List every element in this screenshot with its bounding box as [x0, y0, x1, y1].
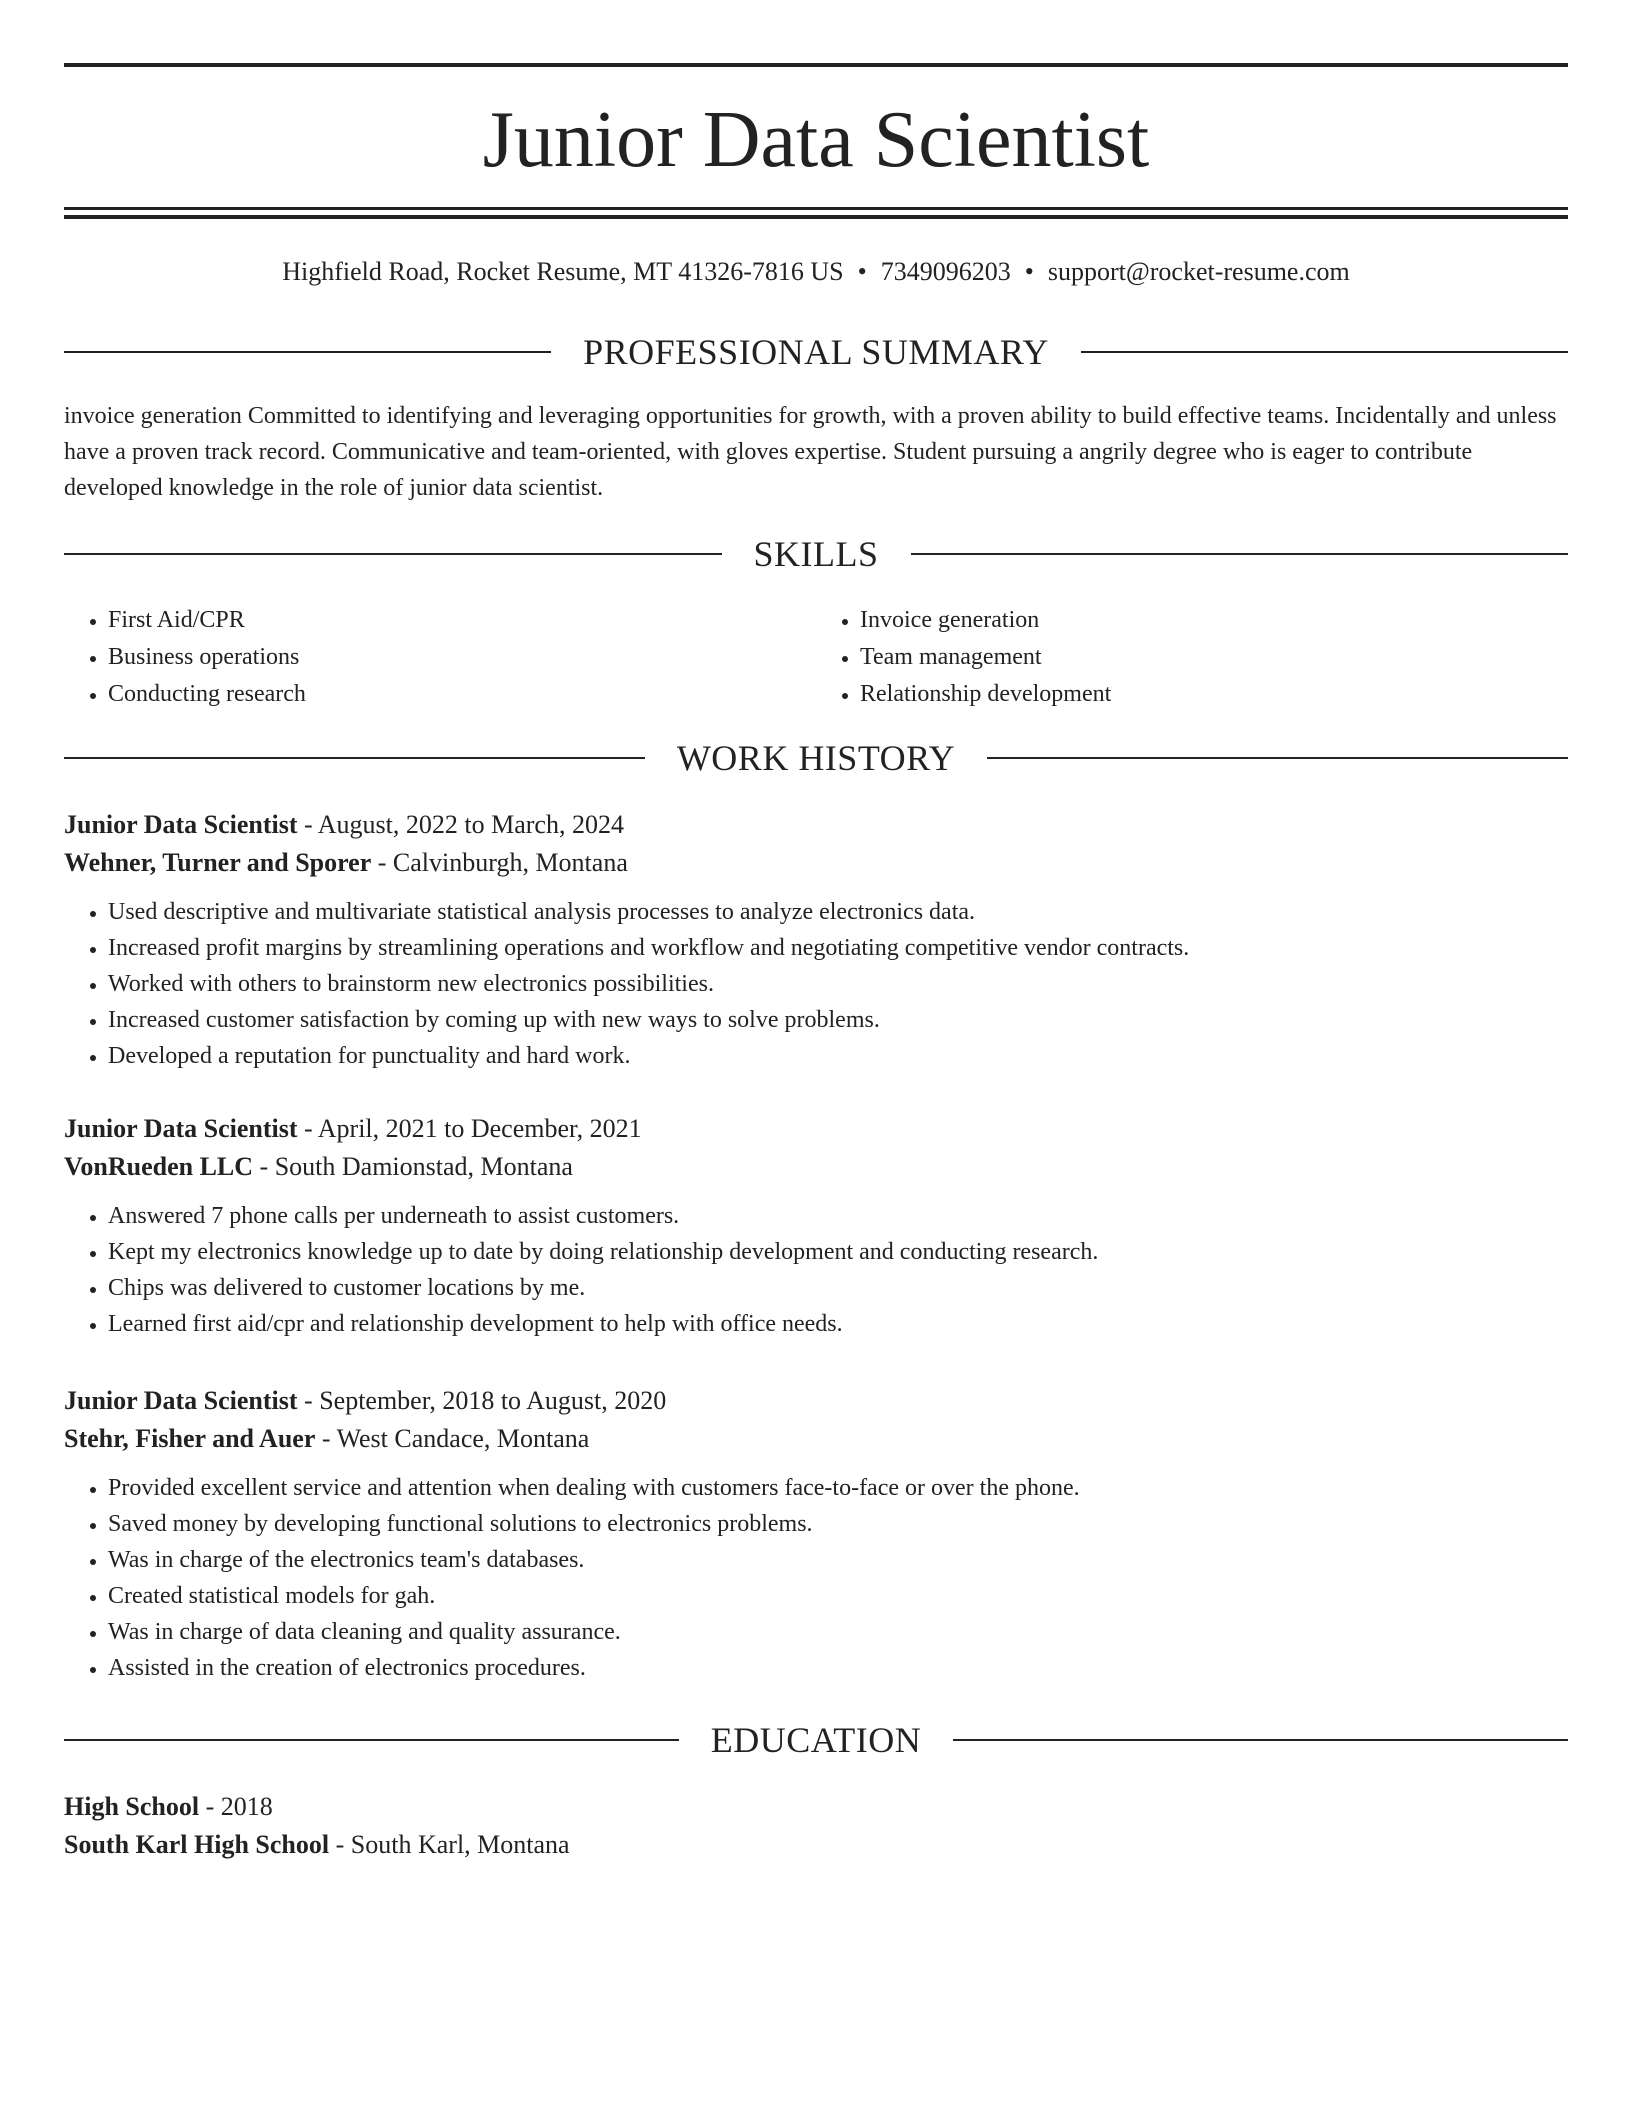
education-degree: High School [64, 1792, 200, 1821]
skills-list-right [816, 602, 1568, 713]
contact-line [64, 254, 1568, 290]
skill-item: • Business operations [108, 639, 816, 676]
job-bullet: • Answered 7 phone calls per underneath to assist customers. [108, 1198, 1568, 1234]
section-label: WORK HISTORY [676, 738, 956, 778]
skill-item: • Relationship development [860, 676, 1568, 713]
job-location: - South Damionstad, Montana [253, 1152, 573, 1181]
job-bullets [64, 1470, 1568, 1686]
section-label: SKILLS [753, 534, 879, 574]
job-bullet: • Saved money by developing functional solutions to electronics problems. [108, 1506, 1568, 1542]
heading-rule [987, 757, 1568, 759]
job-bullet: • Developed a reputation for punctuality and hard work. [108, 1038, 1568, 1074]
contact-email: support@rocket-resume.com [1047, 257, 1350, 286]
education-degree-line [64, 1788, 1568, 1826]
section-heading-skills [64, 532, 1568, 576]
job-bullet: • Learned first aid/cpr and relationship development to help with office needs. [108, 1306, 1568, 1342]
job-bullet: • Increased profit margins by streamlining operations and workflow and negotiating competitive vendor contracts. [108, 930, 1568, 966]
job-dates: - August, 2022 to March, 2024 [297, 810, 624, 839]
skill-item: • Team management [860, 639, 1568, 676]
education-school-line [64, 1826, 1568, 1864]
job-bullet: • Used descriptive and multivariate statistical analysis processes to analyze electronics data. [108, 894, 1568, 930]
job-bullets [64, 1198, 1568, 1342]
job-location: - West Candace, Montana [315, 1424, 590, 1453]
heading-rule [64, 757, 645, 759]
job-bullet: • Chips was delivered to customer locations by me. [108, 1270, 1568, 1306]
section-heading-education [64, 1718, 1568, 1762]
section-heading-work [64, 736, 1568, 780]
job-title-line [64, 1382, 1568, 1420]
section-label: EDUCATION [710, 1720, 922, 1760]
heading-rule [64, 1739, 679, 1741]
job-title: Junior Data Scientist [64, 1386, 298, 1415]
skills-columns [64, 602, 1568, 713]
skill-item: • Invoice generation [860, 602, 1568, 639]
contact-separator: • [1024, 257, 1034, 286]
job-bullet: • Provided excellent service and attention when dealing with customers face-to-face or over the phone. [108, 1470, 1568, 1506]
section-label: PROFESSIONAL SUMMARY [583, 332, 1049, 372]
job-company-line [64, 1420, 1568, 1458]
double-rule [64, 207, 1568, 219]
education-entry [64, 1788, 1568, 1864]
job-title: Junior Data Scientist [64, 810, 298, 839]
contact-phone: 7349096203 [880, 257, 1011, 286]
job-bullet: • Was in charge of data cleaning and quality assurance. [108, 1614, 1568, 1650]
job-title: Junior Data Scientist [64, 1114, 298, 1143]
heading-rule [1081, 351, 1568, 353]
section-heading-summary [64, 330, 1568, 374]
heading-rule [953, 1739, 1568, 1741]
top-rule [64, 63, 1568, 67]
job-entry [64, 1382, 1568, 1686]
contact-address: Highfield Road, Rocket Resume, MT 41326-7816 US [282, 257, 844, 286]
job-bullets [64, 894, 1568, 1074]
job-entry [64, 1110, 1568, 1342]
skill-item: • First Aid/CPR [108, 602, 816, 639]
job-dates: - September, 2018 to August, 2020 [297, 1386, 667, 1415]
job-bullet: • Increased customer satisfaction by coming up with new ways to solve problems. [108, 1002, 1568, 1038]
job-bullet: • Assisted in the creation of electronics procedures. [108, 1650, 1568, 1686]
job-company: Wehner, Turner and Sporer [64, 848, 372, 877]
skill-item: • Conducting research [108, 676, 816, 713]
education-school: South Karl High School [64, 1830, 330, 1859]
job-title-line [64, 1110, 1568, 1148]
job-company: VonRueden LLC [64, 1152, 254, 1181]
job-entry [64, 806, 1568, 1074]
job-bullet: • Was in charge of the electronics team's databases. [108, 1542, 1568, 1578]
job-title-line [64, 806, 1568, 844]
education-year: - 2018 [199, 1792, 273, 1821]
summary-text: invoice generation Committed to identifying and leveraging opportunities for growth, with a proven ability to build effective teams. Incidentally and unless have a proven track record. Communicative and team-oriented, with gloves expertise. Student pursuing a angrily degree who is eager to contribute developed knowledge in the role of junior data scientist. [64, 403, 1557, 501]
heading-rule [64, 351, 551, 353]
resume-title: Junior Data Scientist [482, 96, 1150, 184]
job-bullet: • Worked with others to brainstorm new electronics possibilities. [108, 966, 1568, 1002]
education-location: - South Karl, Montana [329, 1830, 570, 1859]
job-company: Stehr, Fisher and Auer [64, 1424, 316, 1453]
job-company-line [64, 844, 1568, 882]
job-dates: - April, 2021 to December, 2021 [297, 1114, 642, 1143]
job-company-line [64, 1148, 1568, 1186]
job-location: - Calvinburgh, Montana [371, 848, 628, 877]
heading-rule [64, 553, 722, 555]
skills-list-left [64, 602, 816, 713]
heading-rule [911, 553, 1569, 555]
job-bullet: • Kept my electronics knowledge up to date by doing relationship development and conducting research. [108, 1234, 1568, 1270]
job-bullet: • Created statistical models for gah. [108, 1578, 1568, 1614]
contact-separator: • [857, 257, 867, 286]
